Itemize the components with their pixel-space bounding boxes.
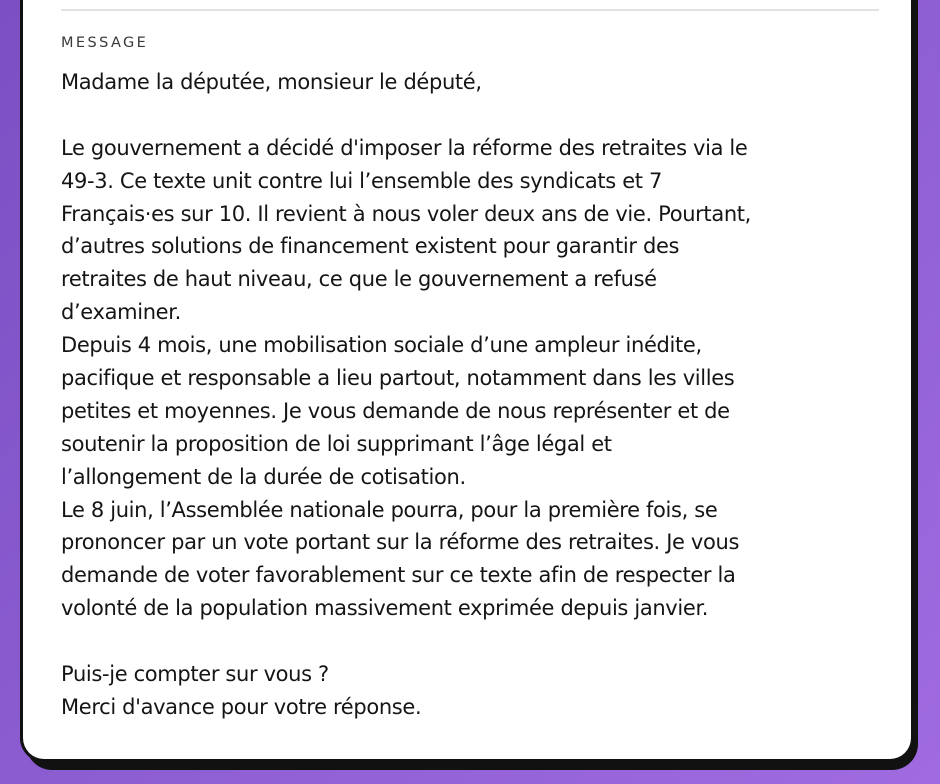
message-line: Le gouvernement a décidé d'imposer la réforme des retraites via le <box>61 135 748 160</box>
message-line: petites et moyennes. Je vous demande de nous représenter et de <box>61 398 730 423</box>
message-line: Français·es sur 10. Il revient à nous voler deux ans de vie. Pourtant, <box>61 201 752 226</box>
message-label: MESSAGE <box>61 35 149 51</box>
message-line: pacifique et responsable a lieu partout, notamment dans les villes <box>61 366 735 391</box>
message-line: demande de voter favorablement sur ce texte afin de respecter la <box>61 563 736 588</box>
message-closing: Merci d'avance pour votre réponse. <box>61 694 422 719</box>
blank-line <box>61 625 891 658</box>
message-question: Puis-je compter sur vous ? <box>61 662 329 687</box>
message-line: 49-3. Ce texte unit contre lui l’ensemble des syndicats et 7 <box>61 168 663 193</box>
message-line: retraites de haut niveau, ce que le gouvernement a refusé <box>61 267 657 292</box>
message-card <box>20 0 914 762</box>
message-line: Depuis 4 mois, une mobilisation sociale d’une ampleur inédite, <box>61 333 702 358</box>
divider <box>61 9 879 11</box>
blank-line <box>61 99 891 132</box>
message-line: Le 8 juin, l’Assemblée nationale pourra, pour la première fois, se <box>61 497 718 522</box>
message-line: d’examiner. <box>61 300 181 325</box>
message-line: l’allongement de la durée de cotisation. <box>61 464 466 489</box>
message-line: volonté de la population massivement exprimée depuis janvier. <box>61 596 709 621</box>
message-greeting: Madame la députée, monsieur le député, <box>61 70 482 94</box>
message-body[interactable] <box>61 66 891 724</box>
message-line: soutenir la proposition de loi supprimant l’âge légal et <box>61 431 612 456</box>
message-line: prononcer par un vote portant sur la réforme des retraites. Je vous <box>61 530 740 555</box>
message-line: d’autres solutions de financement existent pour garantir des <box>61 234 680 259</box>
